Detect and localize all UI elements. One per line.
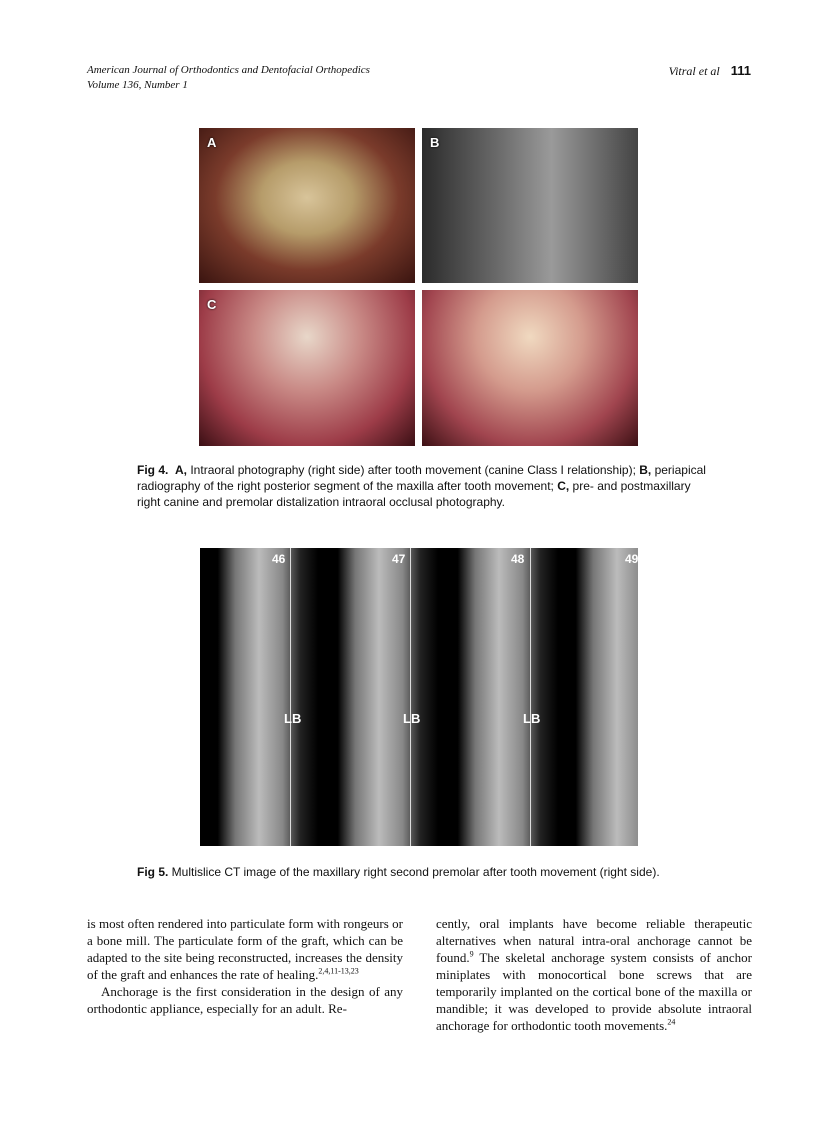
ct-reference-line bbox=[530, 548, 531, 846]
ct-reference-line bbox=[290, 548, 291, 846]
fig5-label: Fig 5. bbox=[137, 865, 169, 879]
fig4-c-label: C, bbox=[557, 479, 570, 493]
panel-b-radiograph bbox=[422, 128, 638, 283]
panel-label-a: A bbox=[207, 135, 217, 150]
ct-slice bbox=[440, 548, 558, 846]
fig4-label: Fig 4. bbox=[137, 463, 169, 477]
slice-number: 48 bbox=[511, 552, 525, 566]
journal-title: American Journal of Orthodontics and Dentofacial Orthopedics bbox=[87, 64, 370, 76]
figure-5-caption bbox=[137, 865, 660, 879]
ct-slice bbox=[320, 548, 438, 846]
paragraph bbox=[436, 915, 752, 1034]
body-column-right bbox=[436, 915, 752, 1034]
panel-c-occlusal-post bbox=[422, 290, 638, 446]
figure-5 bbox=[200, 548, 638, 846]
panel-a-intraoral-photo bbox=[199, 128, 415, 283]
fig5-text: Multislice CT image of the maxillary right second premolar after tooth movement (right side). bbox=[168, 865, 660, 879]
panel-c-occlusal-pre bbox=[199, 290, 415, 446]
paragraph-text: is most often rendered into particulate form with rongeurs or a bone mill. The particulate form of the graft, which can be adapted to the site being reconstructed, increases the density of the graft and enhances the rate of healing. bbox=[87, 916, 403, 982]
figure-4 bbox=[199, 128, 638, 446]
panel-label-c: C bbox=[207, 297, 217, 312]
fig4-c-text: pre- and postmaxillary right canine and premolar distalization intraoral occlusal photography. bbox=[137, 479, 691, 509]
paragraph: Anchorage is the first consideration in the design of any orthodontic appliance, especially for an adult. Re- bbox=[87, 984, 403, 1016]
panel-label-b: B bbox=[430, 135, 440, 150]
fig4-a-label: A, bbox=[175, 463, 188, 477]
ct-slice bbox=[200, 548, 318, 846]
body-column-left bbox=[87, 915, 403, 1017]
paragraph-text: The skeletal anchorage system consists of anchor miniplates with monocortical bone screws that are temporarily implanted on the cortical bone of the maxilla or mandible; it was developed to provide absolute intraoral anchorage for orthodontic tooth movements. bbox=[436, 950, 752, 1033]
slice-number: 46 bbox=[272, 552, 286, 566]
fig4-b-label: B, bbox=[639, 463, 652, 477]
page-header-right bbox=[669, 63, 751, 79]
lb-marker: LB bbox=[523, 711, 541, 726]
author-line: Vitral et al bbox=[668, 64, 720, 78]
paragraph-text: cently, oral implants have become reliable therapeutic alternatives when natural intra-oral anchorage cannot be found. bbox=[436, 916, 752, 965]
lb-marker: LB bbox=[403, 711, 421, 726]
ct-reference-line bbox=[410, 548, 411, 846]
slice-number: 49 bbox=[625, 552, 638, 566]
figure-4-caption bbox=[137, 462, 717, 510]
paragraph bbox=[87, 915, 403, 983]
running-header bbox=[87, 63, 370, 93]
volume-info: Volume 136, Number 1 bbox=[87, 79, 188, 91]
fig4-a-text: Intraoral photography (right side) after tooth movement (canine Class I relationship); bbox=[187, 463, 640, 477]
ct-slice bbox=[558, 548, 638, 846]
citation: 24 bbox=[667, 1017, 676, 1027]
slice-number: 47 bbox=[392, 552, 406, 566]
citation: 9 bbox=[469, 949, 474, 959]
lb-marker: LB bbox=[284, 711, 302, 726]
page-number: 111 bbox=[730, 63, 751, 78]
citation: 2,4,11-13,23 bbox=[318, 966, 359, 976]
fig4-b-text: periapical radiography of the right posterior segment of the maxilla after tooth movement; bbox=[137, 463, 706, 493]
